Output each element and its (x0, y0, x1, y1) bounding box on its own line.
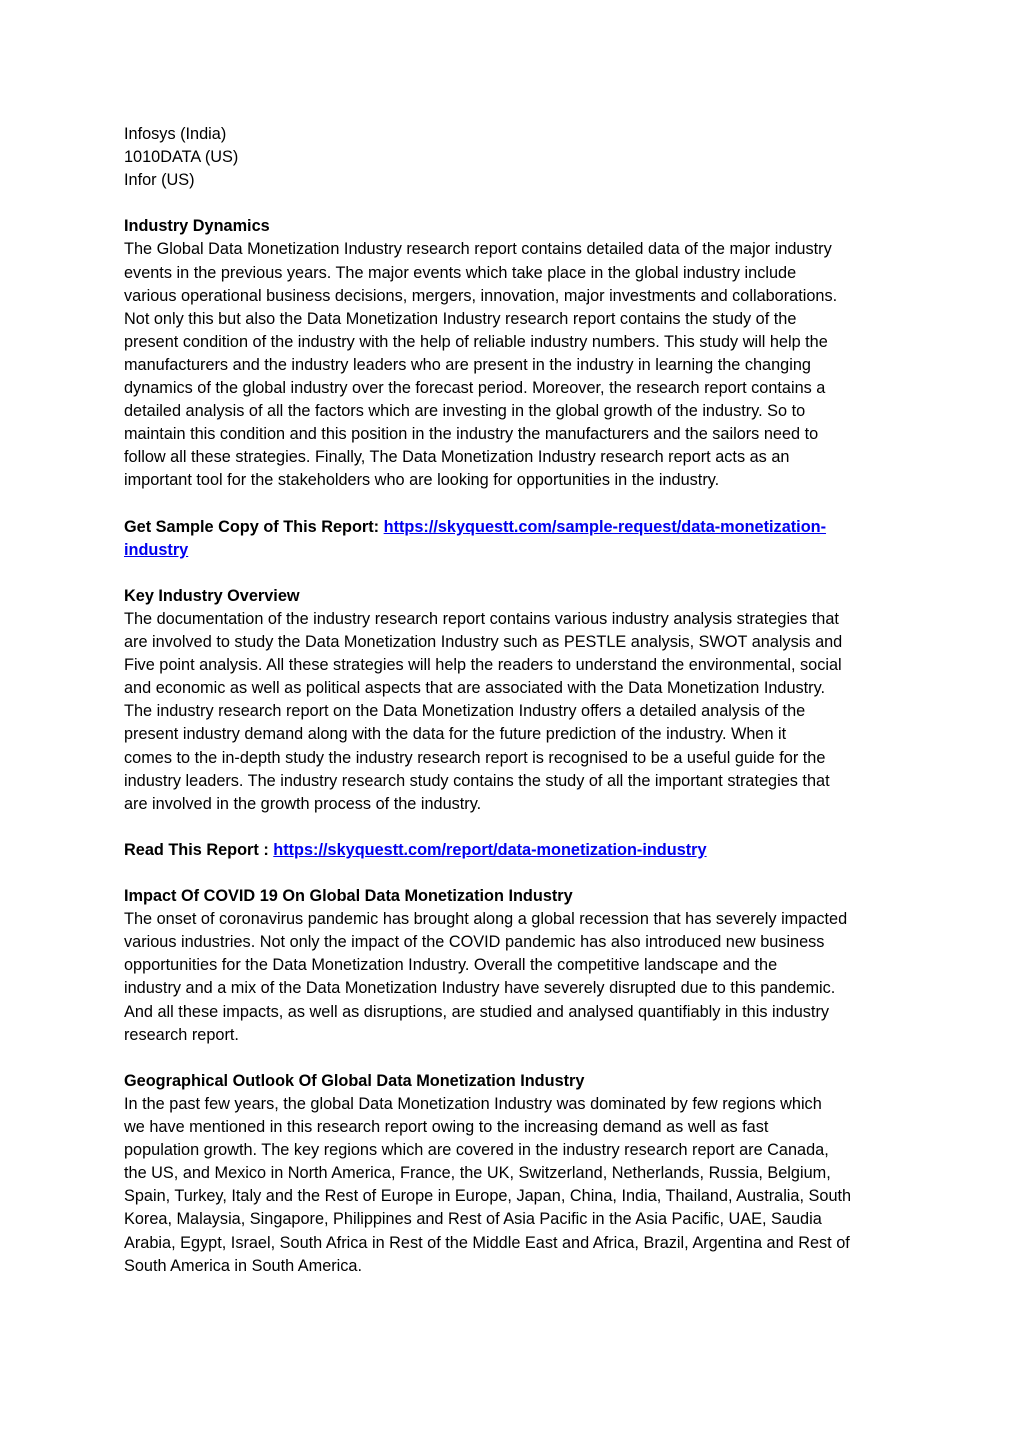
paragraph-line: and economic as well as political aspects that are associated with the Data Monetization Industry. (124, 679, 826, 698)
spacer (124, 1047, 899, 1070)
paragraph-line: opportunities for the Data Monetization Industry. Overall the competitive landscape and the (124, 956, 778, 975)
paragraph-line: The onset of coronavirus pandemic has brought along a global recession that has severely impacted (124, 910, 848, 929)
section-heading: Industry Dynamics (124, 217, 270, 236)
spacer (124, 493, 899, 516)
spacer (124, 192, 899, 215)
paragraph-line: In the past few years, the global Data Monetization Industry was dominated by few regions which (124, 1094, 822, 1113)
sample-request-link[interactable]: https://skyquestt.com/sample-request/data-monetization- (383, 517, 827, 536)
paragraph-line: Korea, Malaysia, Singapore, Philippines and Rest of Asia Pacific in the Asia Pacific, UAE, Saudia (124, 1210, 822, 1229)
paragraph-line: various operational business decisions, mergers, innovation, major investments and collaborations. (124, 286, 838, 305)
sample-copy-line (124, 539, 899, 562)
paragraph-line: the US, and Mexico in North America, France, the UK, Switzerland, Netherlands, Russia, Belgium, (124, 1164, 831, 1183)
geo-outlook-section (124, 1070, 899, 1278)
report-link[interactable]: https://skyquestt.com/report/data-monetization-industry (273, 840, 707, 859)
paragraph-line: events in the previous years. The major events which take place in the global industry include (124, 263, 797, 282)
paragraph-line: Spain, Turkey, Italy and the Rest of Europe in Europe, Japan, China, India, Thailand, Australia, South (124, 1187, 852, 1206)
paragraph-line: Not only this but also the Data Monetization Industry research report contains the study of the (124, 309, 797, 328)
sample-copy-section (124, 516, 899, 562)
key-overview-section (124, 585, 899, 816)
paragraph-line: The industry research report on the Data Monetization Industry offers a detailed analysis of the (124, 702, 806, 721)
paragraph-line: present industry demand along with the data for the future prediction of the industry. When it (124, 725, 787, 744)
paragraph-line: various industries. Not only the impact of the COVID pandemic has also introduced new business (124, 933, 825, 952)
read-report-label: Read This Report : (124, 840, 274, 859)
paragraph-line: Arabia, Egypt, Israel, South Africa in Rest of the Middle East and Africa, Brazil, Argentina and Rest of (124, 1233, 850, 1252)
paragraph-line: The documentation of the industry research report contains various industry analysis strategies that (124, 609, 839, 628)
section-heading: Impact Of COVID 19 On Global Data Monetization Industry (124, 887, 573, 906)
paragraph-line: detailed analysis of all the factors which are investing in the global growth of the industry. So to (124, 402, 806, 421)
paragraph-line: Five point analysis. All these strategies will help the readers to understand the environmental, social (124, 656, 842, 675)
paragraph-line: manufacturers and the industry leaders who are present in the industry in learning the changing (124, 355, 811, 374)
paragraph-line: present condition of the industry with the help of reliable industry numbers. This study will help the (124, 332, 828, 351)
sample-copy-line (124, 516, 899, 539)
paragraph-line: are involved in the growth process of the industry. (124, 794, 482, 813)
document-body (124, 123, 899, 1278)
paragraph-line: we have mentioned in this research report owing to the increasing demand as well as fast (124, 1118, 769, 1137)
paragraph-line: dynamics of the global industry over the forecast period. Moreover, the research report contains a (124, 379, 826, 398)
industry-dynamics-section (124, 215, 899, 492)
spacer (124, 562, 899, 585)
paragraph-line: population growth. The key regions which are covered in the industry research report are Canada, (124, 1141, 829, 1160)
company-item: Infosys (India) (124, 125, 227, 143)
paragraph-line: important tool for the stakeholders who are looking for opportunities in the industry. (124, 471, 720, 490)
read-report-section (124, 839, 899, 862)
paragraph-line: comes to the in-depth study the industry research report is recognised to be a useful guide for the (124, 748, 826, 767)
paragraph-line: are involved to study the Data Monetization Industry such as PESTLE analysis, SWOT analysis and (124, 633, 843, 652)
paragraph-line: And all these impacts, as well as disruptions, are studied and analysed quantifiably in this industry (124, 1002, 830, 1021)
section-heading: Key Industry Overview (124, 586, 300, 605)
covid-impact-section (124, 885, 899, 1047)
sample-copy-label: Get Sample Copy of This Report: (124, 517, 384, 536)
paragraph-line: The Global Data Monetization Industry research report contains detailed data of the major industry (124, 240, 832, 259)
company-list (124, 123, 899, 192)
paragraph-line: research report. (124, 1025, 239, 1044)
paragraph-line: maintain this condition and this position in the industry the manufacturers and the sailors need to (124, 425, 819, 444)
company-item: Infor (US) (124, 171, 195, 190)
read-report-line (124, 839, 899, 862)
sample-request-link-continued[interactable]: industry (124, 540, 189, 559)
spacer (124, 862, 899, 885)
paragraph-line: industry leaders. The industry research study contains the study of all the important strategies that (124, 771, 830, 790)
paragraph-line: industry and a mix of the Data Monetization Industry have severely disrupted due to this pandemic. (124, 979, 836, 998)
company-item: 1010DATA (US) (124, 148, 239, 167)
section-heading: Geographical Outlook Of Global Data Monetization Industry (124, 1071, 585, 1090)
paragraph-line: South America in South America. (124, 1256, 363, 1275)
spacer (124, 816, 899, 839)
paragraph-line: follow all these strategies. Finally, The Data Monetization Industry research report acts as an (124, 448, 790, 467)
